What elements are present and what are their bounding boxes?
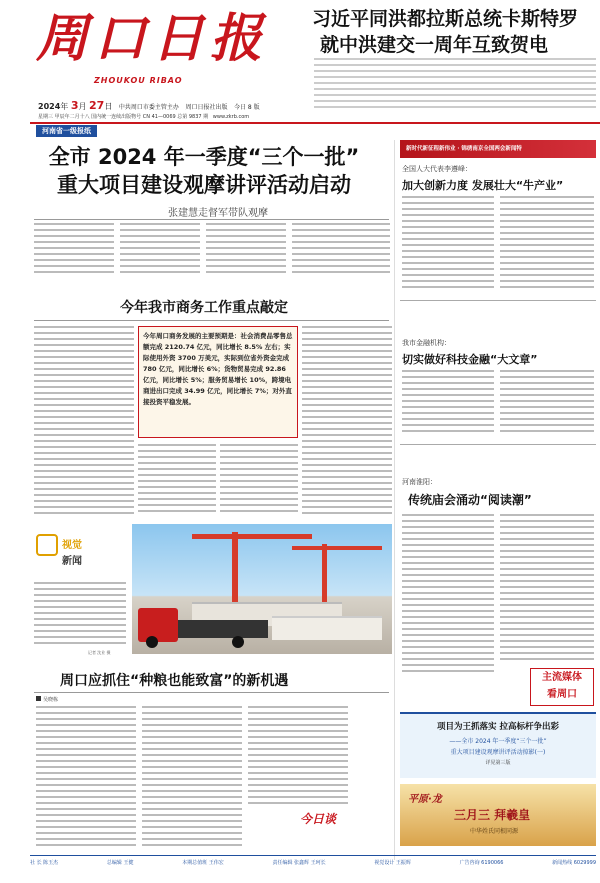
photo-icon (36, 534, 58, 556)
photo-credit: 记者 沈业 摄 (88, 650, 111, 655)
promo-sub2: 重大项目建设观摩讲评活动掠影(一) (450, 749, 546, 756)
cargo-bags (272, 616, 382, 640)
story3-col2 (500, 514, 594, 664)
footer-item-publisher: 社 长 陈玉杰 (30, 860, 59, 866)
ad-banner[interactable] (400, 784, 596, 846)
bottom-story-byline (36, 696, 58, 703)
crane-1-arm (192, 534, 312, 539)
byline-icon (36, 696, 41, 701)
ad-line2: 中华姓氏同根同源 (470, 828, 519, 835)
lead-story-title-line2: 重大项目建设观摩讲评活动启动 (57, 173, 351, 197)
publisher-2: 周口日报社出版 (185, 104, 228, 111)
issue-info: 星期三 甲辰年二月十八 国内统一连续出版物号 CN 41—0069 总第 9837 期 (38, 114, 209, 120)
promo-box[interactable] (400, 712, 596, 778)
story2-col2 (500, 370, 594, 436)
photo-caption-text (34, 582, 126, 648)
business-story-col2b (220, 444, 298, 516)
truck-wheel (146, 636, 158, 648)
masthead (0, 0, 600, 130)
story3-col1 (402, 514, 494, 676)
business-story-rule (34, 320, 389, 321)
bottom-story-col2 (142, 706, 242, 846)
top-headline-body (314, 58, 596, 108)
right-rule-2 (400, 444, 596, 445)
ad-line1: 三月三 拜羲皇 (454, 808, 531, 822)
truck-trailer (178, 620, 268, 638)
promo-title: 项目为王抓落实 拉高标杆争出彩 (437, 722, 559, 732)
media-ad-line2: 看周口 (547, 689, 577, 700)
column-separator (394, 140, 395, 860)
footer-item-editors: 责任编辑 张鑫辉 王珂长 (272, 860, 326, 866)
issue-date (38, 99, 260, 112)
bottom-story-rule (34, 692, 389, 693)
media-ad-box[interactable] (530, 668, 594, 706)
provincial-badge: 河南省一级报纸 (36, 125, 97, 137)
date-month: 3 (70, 99, 79, 112)
bottom-story-author: 吴晓栋 (43, 697, 59, 703)
lead-story-col3 (206, 223, 286, 275)
todays-column-badge: 今日谈 (300, 812, 337, 826)
truck-wheel (232, 636, 244, 648)
ad-brand: 平原·龙 (408, 794, 442, 805)
date-day: 27 (89, 99, 105, 112)
business-story-title[interactable]: 今年我市商务工作重点敲定 (120, 300, 288, 316)
media-ad-line1: 主流媒体 (542, 672, 582, 683)
footer-item-hotline: 新闻热线 6029999 (552, 860, 596, 866)
bottom-story-col3 (248, 706, 348, 806)
promo-sub3: 详见第三版 (485, 760, 511, 766)
newspaper-logo: 周口日报 (36, 8, 269, 69)
top-headline[interactable] (312, 6, 594, 58)
lead-story-subtitle: 张建慧走督军带队观摩 (168, 208, 268, 219)
bottom-story-title[interactable]: 周口应抓住“种粮也能致富”的新机遇 (60, 673, 289, 689)
story1-title[interactable]: 加大创新力度 发展壮大“牛产业” (402, 179, 564, 192)
truck-cab (138, 608, 178, 642)
business-highlight-box (138, 326, 298, 438)
banner-text: 新时代新征程新伟业 · 锦绣南京全国两会新闻特 (406, 146, 522, 152)
date-month-label: 月 (78, 102, 87, 111)
top-headline-line2: 就中洪建交一周年互致贺电 (320, 34, 549, 56)
story1-kicker: 全国人大代表李遵峰： (402, 165, 472, 173)
right-rule-1 (400, 300, 596, 301)
business-highlight-text: 今年周口商务发展的主要预期是：社会消费品零售总额完成 2120.74 亿元，同比增长 8.5% 左右；实际使用外资 3700 万美元，实际到位省外资金完成 780 亿元，同比增长 6%；货物贸易完成 92.86 亿元，同比增长 5%；服务贸易增长 10%，跨境电商进出口完成 34.99 亿元，同比增长 7%；对外直接投资平稳发展。 (143, 332, 293, 406)
right-column-banner (400, 140, 596, 158)
lead-story-col2 (120, 223, 200, 275)
photo-news-badge (36, 530, 104, 574)
bottom-story-col1 (36, 706, 136, 846)
footer-bar (30, 855, 596, 869)
story2-col1 (402, 370, 494, 436)
website[interactable]: www.zkrb.com (212, 114, 250, 120)
date-day-label: 日 (104, 102, 113, 111)
story3-title[interactable]: 传统庙会涌动“阅读潮” (408, 493, 532, 507)
footer-item-duty: 本期总值班 王伟宏 (182, 860, 224, 866)
story3-kicker: 河南淮阳： (402, 478, 437, 486)
story1-col2 (500, 196, 594, 292)
today-pages: 今日 8 版 (234, 104, 260, 111)
photo-badge-top: 视觉 (62, 540, 82, 551)
date-year: 2024 (38, 102, 61, 111)
lead-story-col4 (292, 223, 390, 275)
news-photo[interactable] (132, 524, 392, 654)
lead-story-col1 (34, 223, 114, 275)
business-story-col2a (138, 444, 216, 516)
lead-story-headline[interactable] (34, 143, 374, 199)
business-story-col3 (302, 326, 392, 516)
publisher-1: 中共周口市委主管主办 (118, 104, 179, 111)
business-story-col1 (34, 326, 134, 516)
newspaper-pinyin: ZHOUKOU RIBAO (94, 76, 183, 85)
date-year-label: 年 (60, 102, 69, 111)
top-headline-line1: 习近平同洪都拉斯总统卡斯特罗 (312, 8, 579, 30)
crane-2-arm (292, 546, 382, 550)
footer-item-ads: 广告咨询 6190066 (459, 860, 504, 866)
photo-badge-bottom: 新闻 (62, 556, 82, 567)
story2-title[interactable]: 切实做好科技金融“大文章” (402, 353, 538, 366)
promo-sub1: ——全市 2024 年一季度“三个一批” (449, 738, 547, 745)
masthead-divider (30, 122, 600, 124)
footer-item-editor: 总编辑 王健 (106, 860, 134, 866)
footer-item-design: 视觉设计 王振辉 (374, 860, 411, 866)
lead-story-rule (34, 219, 389, 220)
story1-col1 (402, 196, 494, 292)
story2-kicker: 我市金融机构： (402, 339, 451, 347)
lead-story-title-line1: 全市 2024 年一季度“三个一批” (48, 145, 360, 169)
issue-line (38, 113, 249, 120)
